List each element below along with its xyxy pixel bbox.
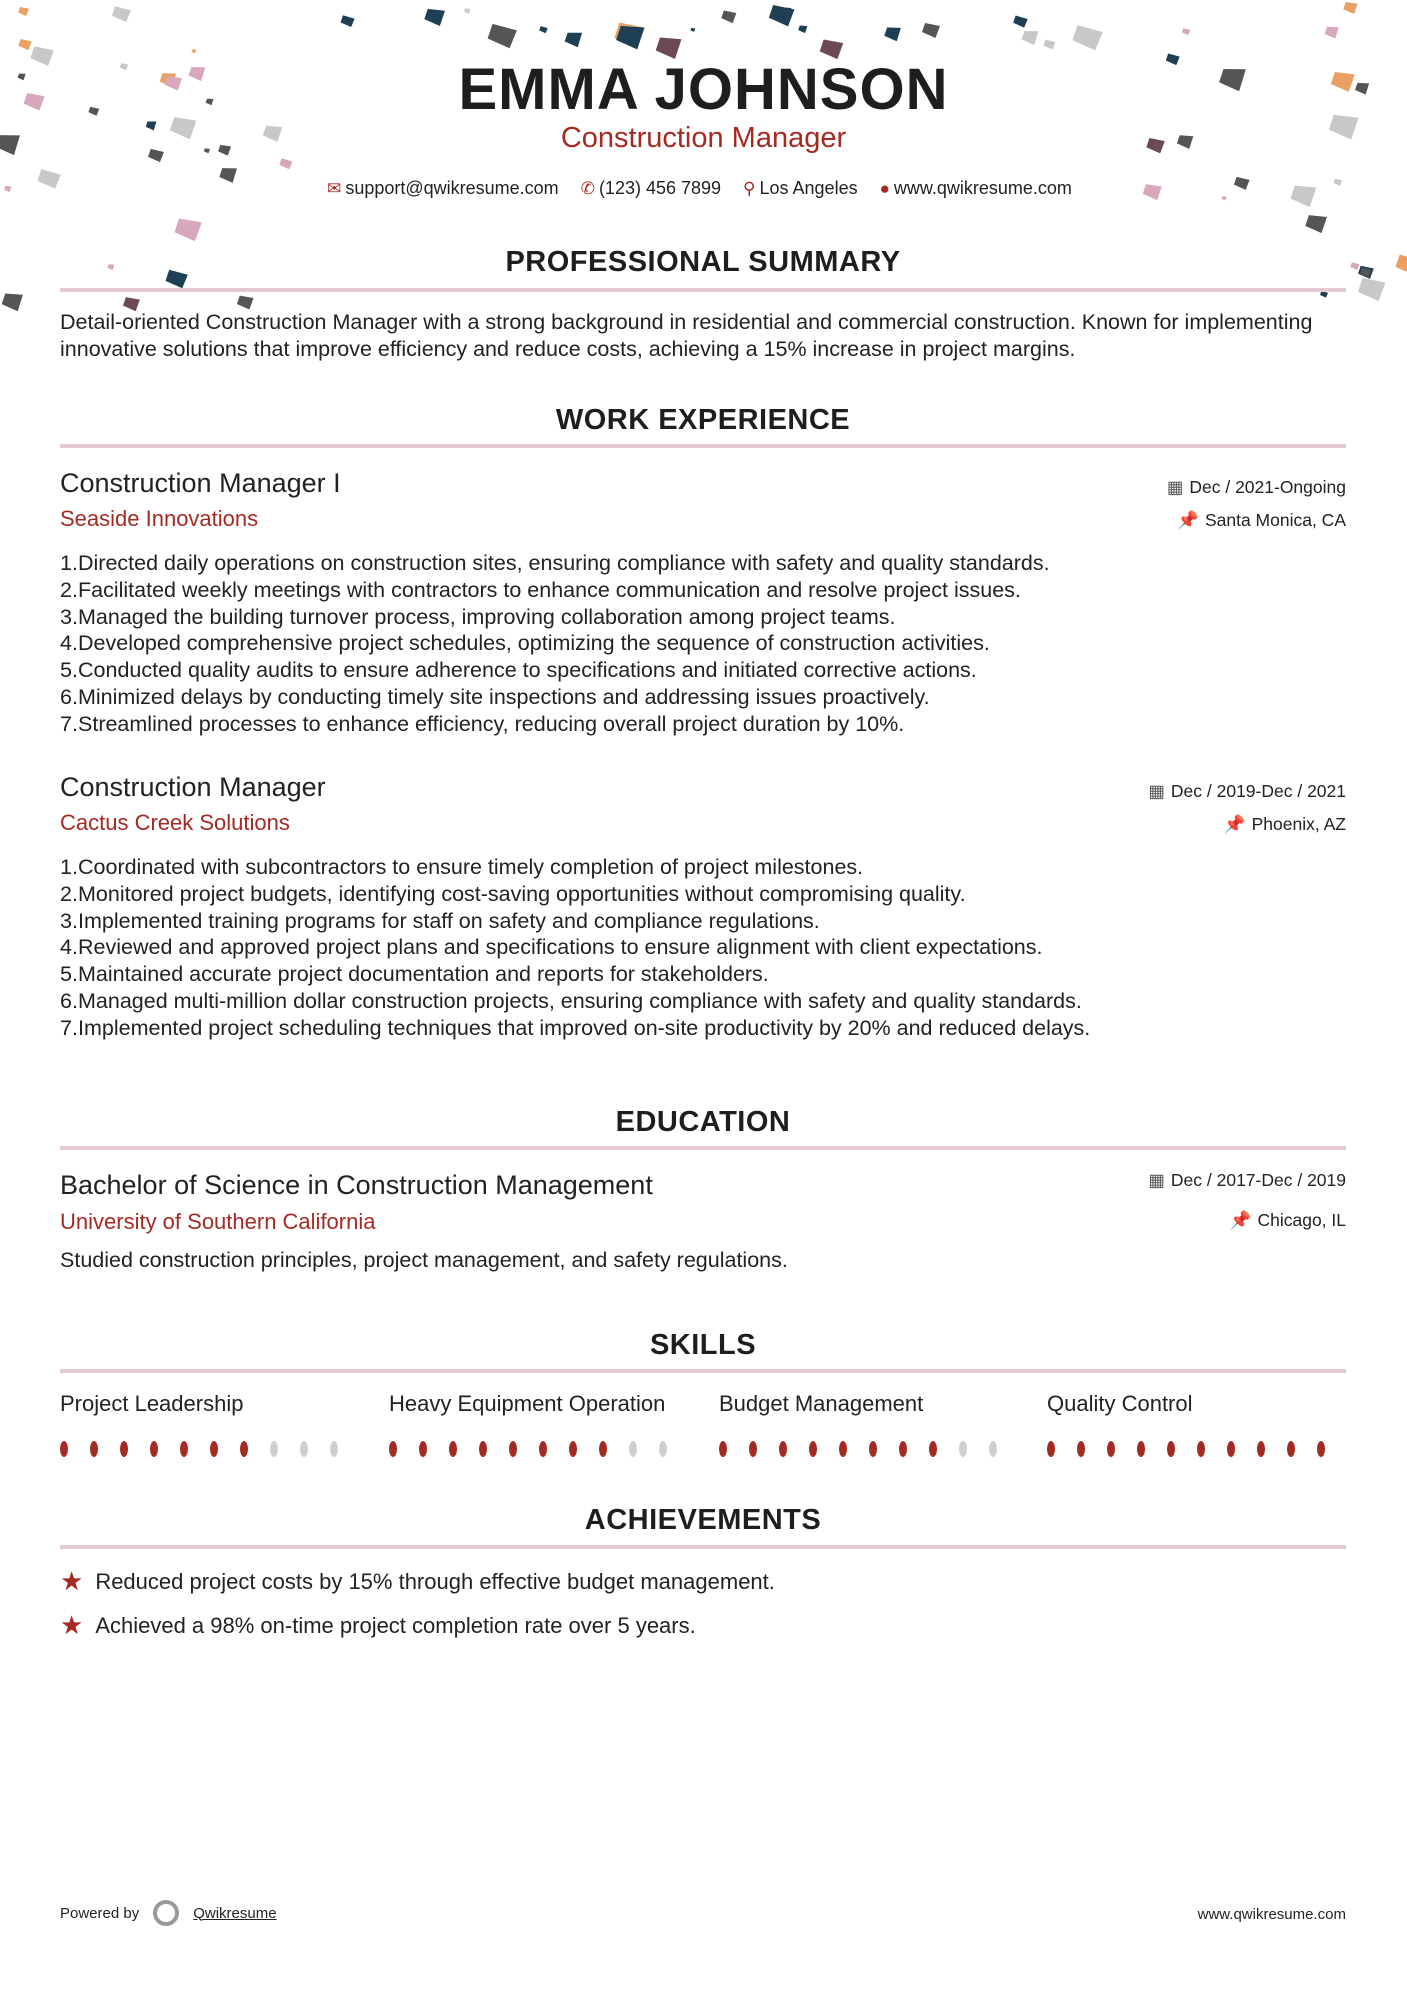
confetti-piece	[424, 9, 445, 26]
pin-icon: 📌	[1223, 814, 1246, 834]
education-heading: EDUCATION	[615, 1106, 791, 1138]
job-location	[1177, 510, 1346, 531]
bullet-text: Implemented project scheduling techniques that improved on-site productivity by 20% and reduced delays.	[78, 1015, 1091, 1040]
company-name: Seaside Innovations	[60, 506, 259, 531]
bullet-item: 7.Streamlined processes to enhance efficiency, reducing overall project duration by 10%.	[60, 711, 905, 736]
job-location-text: Phoenix, AZ	[1251, 814, 1346, 834]
skill-dot-filled	[389, 1441, 397, 1457]
confetti-piece	[884, 27, 901, 41]
confetti-piece	[1013, 16, 1028, 28]
skill-dot-empty	[330, 1441, 338, 1457]
job-date-text: Dec / 2019-Dec / 2021	[1170, 781, 1346, 801]
bullet-item: 1.Directed daily operations on construction sites, ensuring compliance with safety and quality standards.	[60, 551, 1050, 575]
contact-email[interactable]: support@qwikresume.com	[345, 178, 559, 198]
summary-heading: PROFESSIONAL SUMMARY	[505, 246, 901, 278]
job-location	[1224, 814, 1346, 835]
achievement-text: Achieved a 98% on-time project completion rate over 5 years.	[95, 1612, 696, 1638]
bullet-text: Implemented training programs for staff on safety and compliance regulations.	[78, 908, 820, 933]
bullet-text: Developed comprehensive project schedules, optimizing the sequence of construction activities.	[78, 631, 990, 656]
globe-icon: ●	[879, 178, 890, 198]
skill-dot-filled	[1047, 1441, 1055, 1457]
education-date	[1148, 1170, 1346, 1191]
job-location-text: Santa Monica, CA	[1204, 510, 1346, 530]
skill-dot-filled	[1227, 1441, 1235, 1457]
experience-heading: WORK EXPERIENCE	[555, 404, 851, 436]
skill-dot-filled	[509, 1441, 517, 1457]
education-location	[1230, 1210, 1346, 1231]
company-name: Cactus Creek Solutions	[60, 810, 290, 835]
confetti-piece	[798, 26, 807, 34]
confetti-piece	[1043, 40, 1055, 50]
divider	[60, 1545, 1346, 1549]
skill-dot-filled	[809, 1441, 817, 1457]
bullet-item: 2.Monitored project budgets, identifying cost-saving opportunities without compromising quality.	[60, 881, 966, 906]
contact-bar	[0, 178, 1407, 199]
skill-dot-filled	[839, 1441, 847, 1457]
skill-dot-filled	[569, 1441, 577, 1457]
achievements-heading: ACHIEVEMENTS	[584, 1504, 822, 1536]
bullet-item: 7.Implemented project scheduling techniques that improved on-site productivity by 20% and reduced delays.	[60, 1015, 1091, 1040]
divider	[60, 1146, 1346, 1150]
bullet-text: Facilitated weekly meetings with contractors to enhance communication and resolve project issues.	[78, 577, 1021, 602]
confetti-piece	[488, 24, 517, 48]
skill-dot-empty	[959, 1441, 967, 1457]
achievement-item	[60, 1566, 775, 1597]
skill-dot-empty	[989, 1441, 997, 1457]
skill-dot-filled	[449, 1441, 457, 1457]
skills-heading: SKILLS	[649, 1329, 757, 1361]
divider	[60, 288, 1346, 292]
education-description: Studied construction principles, project management, and safety regulations.	[60, 1248, 788, 1272]
bullet-text: Managed the building turnover process, improving collaboration among project teams.	[78, 604, 896, 629]
confetti-piece	[1343, 2, 1357, 14]
envelope-icon: ✉	[327, 178, 342, 198]
bullet-item: 1.Coordinated with subcontractors to ensure timely completion of project milestones.	[60, 855, 864, 879]
summary-text: Detail-oriented Construction Manager with a strong background in residential and commercial construction. Known for implementing innovative solutions that improve efficiency and reduce costs, achieving a 15% increase in project margins.	[60, 310, 1313, 361]
skill-name: Quality Control	[1047, 1391, 1193, 1416]
contact-location: Los Angeles	[759, 178, 858, 198]
skill-dot-filled	[90, 1441, 98, 1457]
bullet-item: 6.Managed multi-million dollar construction projects, ensuring compliance with safety and quality standards.	[60, 988, 1082, 1013]
skill-rating	[60, 1441, 360, 1457]
confetti-piece	[1305, 215, 1327, 233]
skill-dot-empty	[270, 1441, 278, 1457]
skill-dot-filled	[1317, 1441, 1325, 1457]
confetti-piece	[1358, 278, 1386, 301]
skill-dot-filled	[479, 1441, 487, 1457]
footer-brand	[60, 1900, 277, 1926]
confetti-piece	[174, 219, 201, 242]
bullet-item: 4.Reviewed and approved project plans and specifications to ensure alignment with client expectations.	[60, 935, 1043, 960]
confetti-piece	[18, 7, 29, 16]
degree: Bachelor of Science in Construction Management	[60, 1170, 653, 1200]
skill-rating	[1047, 1441, 1347, 1457]
skill-dot-filled	[869, 1441, 877, 1457]
bullet-item: 2.Facilitated weekly meetings with contractors to enhance communication and resolve project issues.	[60, 577, 1021, 602]
skill-dot-filled	[180, 1441, 188, 1457]
qwikresume-logo-icon	[153, 1900, 179, 1926]
bullet-text: Minimized delays by conducting timely site inspections and addressing issues proactively.	[78, 684, 930, 709]
education-date-text: Dec / 2017-Dec / 2019	[1170, 1170, 1346, 1190]
calendar-icon: ▦	[1166, 477, 1184, 497]
bullet-item: 5.Maintained accurate project documentation and reports for stakeholders.	[60, 962, 769, 987]
skill-dot-filled	[599, 1441, 607, 1457]
skill-dot-filled	[1137, 1441, 1145, 1457]
job-bullets	[60, 550, 1350, 738]
confetti-piece	[1022, 31, 1039, 45]
contact-phone: (123) 456 7899	[598, 178, 722, 198]
bullet-text: Streamlined processes to enhance efficiency, reducing overall project duration by 10%.	[78, 711, 905, 736]
bullet-text: Managed multi-million dollar construction projects, ensuring compliance with safety and quality standards.	[78, 988, 1082, 1013]
achievement-text: Reduced project costs by 15% through effective budget management.	[95, 1568, 775, 1594]
confetti-piece	[191, 49, 196, 53]
confetti-piece	[341, 15, 355, 27]
skill-dot-filled	[240, 1441, 248, 1457]
pin-icon: 📌	[1177, 510, 1199, 530]
skill-dot-filled	[1077, 1441, 1085, 1457]
skill-dot-filled	[150, 1441, 158, 1457]
skill-dot-filled	[1257, 1441, 1265, 1457]
job-title: Construction Manager	[60, 772, 326, 802]
bullet-item: 3.Managed the building turnover process, improving collaboration among project teams.	[60, 604, 896, 629]
job-date	[1148, 781, 1346, 802]
divider	[60, 444, 1346, 448]
bullet-item: 3.Implemented training programs for staff on safety and compliance regulations.	[60, 908, 820, 933]
bullet-text: Monitored project budgets, identifying cost-saving opportunities without compromising quality.	[78, 881, 966, 906]
confetti-piece	[1350, 262, 1359, 270]
confetti-piece	[565, 33, 582, 48]
skill-name: Project Leadership	[60, 1391, 244, 1416]
brand-link[interactable]: Qwikresume	[193, 1904, 277, 1922]
bullet-text: Reviewed and approved project plans and specifications to ensure alignment with client expectations.	[78, 935, 1043, 960]
map-pin-icon: ⚲	[743, 178, 756, 198]
star-icon: ★	[60, 1610, 84, 1640]
confetti-piece	[691, 28, 696, 32]
candidate-title: Construction Manager	[560, 122, 847, 154]
pin-icon: 📌	[1229, 1210, 1252, 1230]
bullet-item: 5.Conducted quality audits to ensure adherence to specifications and initiated corrective actions.	[60, 658, 977, 683]
job-date	[1167, 477, 1346, 498]
skill-dot-filled	[210, 1441, 218, 1457]
confetti-piece	[1325, 27, 1339, 39]
skill-dot-filled	[719, 1441, 727, 1457]
skill-dot-filled	[779, 1441, 787, 1457]
skill-dot-filled	[1197, 1441, 1205, 1457]
divider	[60, 1369, 1346, 1373]
skill-dot-filled	[929, 1441, 937, 1457]
contact-website[interactable]: www.qwikresume.com	[893, 178, 1072, 198]
bullet-text: Conducted quality audits to ensure adherence to specifications and initiated corrective actions.	[78, 658, 977, 683]
skill-dot-empty	[629, 1441, 637, 1457]
skill-rating	[719, 1441, 1019, 1457]
confetti-piece	[18, 39, 31, 50]
bullet-item: 6.Minimized delays by conducting timely site inspections and addressing issues proactively.	[60, 684, 930, 709]
confetti-piece	[539, 26, 548, 33]
calendar-icon: ▦	[1148, 781, 1165, 801]
confetti-piece	[1396, 255, 1407, 276]
bullet-item: 4.Developed comprehensive project schedules, optimizing the sequence of construction activities.	[60, 631, 990, 656]
skill-dot-filled	[419, 1441, 427, 1457]
confetti-piece	[922, 23, 940, 38]
footer-website[interactable]: www.qwikresume.com	[1197, 1906, 1346, 1923]
bullet-text: Coordinated with subcontractors to ensure timely completion of project milestones.	[78, 855, 864, 879]
confetti-piece	[279, 158, 292, 169]
star-icon: ★	[60, 1566, 84, 1596]
calendar-icon: ▦	[1148, 1170, 1165, 1190]
skill-dot-empty	[300, 1441, 308, 1457]
skill-dot-filled	[1107, 1441, 1115, 1457]
confetti-piece	[2, 294, 23, 312]
confetti-piece	[464, 8, 470, 13]
confetti-piece	[616, 26, 644, 50]
skill-name: Budget Management	[719, 1391, 924, 1416]
school: University of Southern California	[60, 1209, 376, 1234]
phone-icon: ✆	[580, 178, 595, 198]
job-date-text: Dec / 2021-Ongoing	[1189, 477, 1346, 497]
skill-dot-filled	[899, 1441, 907, 1457]
skill-dot-filled	[60, 1441, 68, 1457]
skill-dot-filled	[539, 1441, 547, 1457]
skill-dot-filled	[749, 1441, 757, 1457]
job-title: Construction Manager I	[60, 468, 341, 498]
confetti-piece	[1072, 25, 1102, 50]
skill-dot-filled	[120, 1441, 128, 1457]
education-location-text: Chicago, IL	[1257, 1210, 1346, 1230]
confetti-piece	[1182, 28, 1190, 35]
skill-dot-filled	[1287, 1441, 1295, 1457]
confetti-piece	[721, 11, 736, 24]
powered-by-label: Powered by	[60, 1904, 140, 1922]
skill-dot-empty	[659, 1441, 667, 1457]
bullet-text: Directed daily operations on construction sites, ensuring compliance with safety and quality standards.	[78, 551, 1050, 575]
confetti-piece	[112, 6, 131, 22]
confetti-piece	[237, 296, 254, 310]
achievement-item	[60, 1610, 696, 1641]
job-bullets	[60, 854, 1350, 1042]
skill-name: Heavy Equipment Operation	[389, 1391, 666, 1416]
skill-rating	[389, 1441, 689, 1457]
skill-dot-filled	[1167, 1441, 1175, 1457]
candidate-name: EMMA JOHNSON	[458, 57, 949, 122]
bullet-text: Maintained accurate project documentation and reports for stakeholders.	[78, 962, 769, 987]
